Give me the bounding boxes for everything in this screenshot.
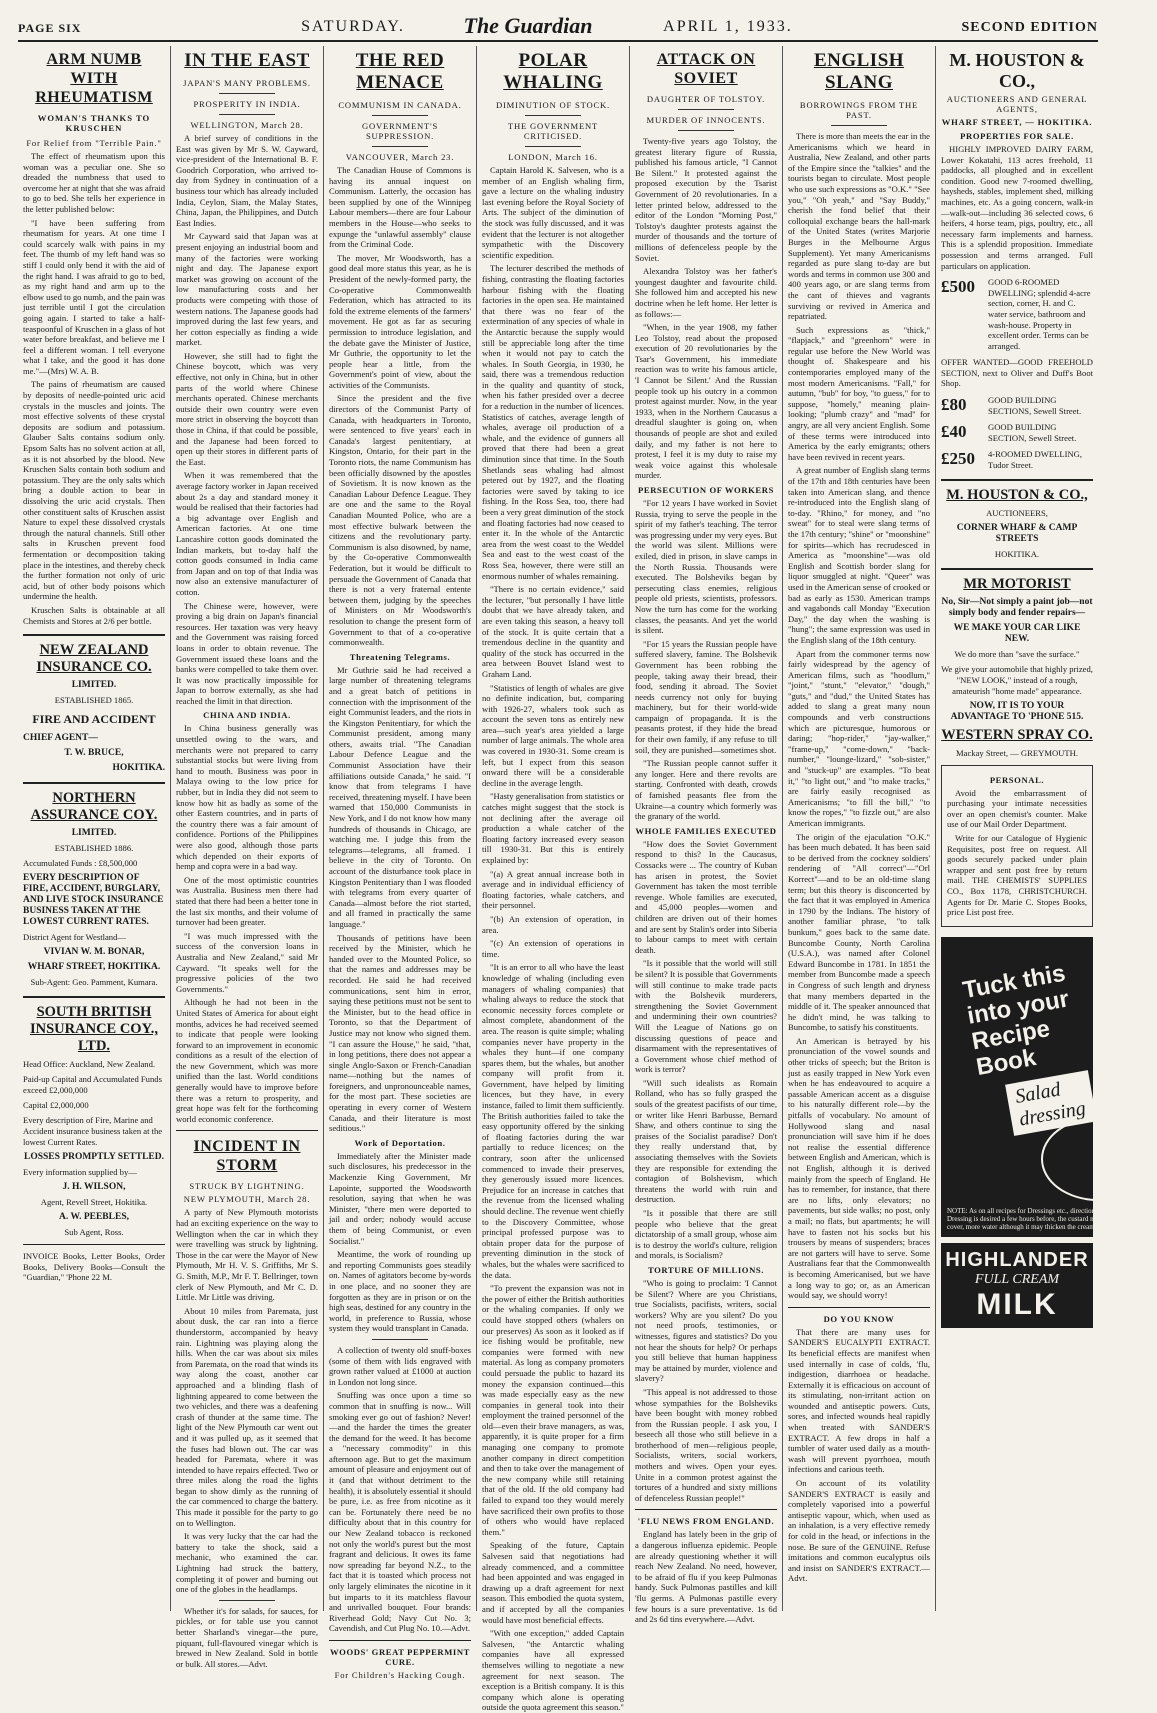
article-paragraph: "How does the Soviet Government respond to this? In the Caucasus, Cossacks were ... The country of Kuban has arisen in protest, the Soviet Government has taken the most terrible revenge. Whole families are executed, and 45,000 peoples—women and children are driven out of their homes and are sent by Stalin's order into Siberia to labour camps to meet with certain death.	[635, 838, 777, 955]
article-paragraph: "It is an error to all who have the least knowledge of whaling (including even managers of whaling companies) that whaling always to reduce the stock that economic necessity forces complete or almost complete, abandonment of the area. The reason is quite simple; whaling companies never have property in the whales they hunt—if one company spares them, but the whales, but another company will profit from it. Government, have helped by limiting licences, but they have, in every instance, failed to limit them sufficiently. The British authorities failed to take the easy opportunity offered by the sinking of floating factories during the war partially to reduce licences; on the contrary, soon after the unlicensed commenced to invade their preserves, they generously issued more licences. Prejudice for an increase in catches that the revenue from the licensed whaling should decline. The revenue went chiefly to the Discovery Committee, whose principal professed purpose was to obtain proper data for the purpose of preventing diminution in the stock of whales, but the whales were sacrificed to the data.	[482, 962, 624, 1280]
ad-line: ESTABLISHED 1865.	[54, 695, 134, 706]
article-paragraph: "Hasty generalisation from statistics or catches might suggest that the stock is not declining after the average oil production a whale catcher of the floating factory increased every season till 1930-31. But this is entirely explained by:	[482, 791, 624, 865]
article-paragraph: "(c) An extension of operations in time.	[482, 938, 624, 959]
article-paragraph: "For 12 years I have worked in Soviet Russia, trying to serve the people in the spirit of my father's teaching. The terror was progressing under my very eyes. But the world was silent. Millions were exiled, died in prison, in slave camps in the North Russia. Thousands were executed. The Bolsheviks began by persecuting class enemies, religious people old priests, scientists, professors. Now the turn has come for the working classes, the peasants. And yet the world is silent.	[635, 498, 778, 636]
article-paragraph: "When, in the year 1908, my father Leo Tolstoy, read about the proposed execution of 20 revolutionaries by the Tsar's Government, his immediate reaction was to write his famous article, 'I Cannot be Silent.' And the Russian people took up his outcry in a common protest against murder. Now, in the year 1933, when in the Northern Caucasus a dreadful slaughter is going on, when thousands of people are shot and exiled daily, and my father is not here to protest, I feel it is my duty to raise my weak voice against this wholesale murder.	[635, 322, 777, 481]
edition-label: SECOND EDITION	[961, 20, 1098, 35]
ad-line: Every description of Fire, Marine and Accident insurance business taken at the lowest Current Rates.	[23, 1115, 163, 1148]
ad-line: EVERY DESCRIPTION OF FIRE, ACCIDENT, BURGLARY, AND LIVE STOCK INSURANCE BUSINESS TAKEN AT THE LOWEST CURRENT RATES.	[23, 873, 164, 928]
column-6	[783, 46, 936, 1611]
property-listing	[941, 395, 1093, 416]
divider	[219, 93, 276, 94]
ad-line: For Children's Hacking Cough.	[334, 1669, 466, 1680]
article-paragraph: An American is betrayed by his pronunciation of the vowel sounds and other tricks of speech; but the Briton is just as easily trapped in New York even when he has endeavoured to acquire a passable American accent as a disguise to his naturally different role—by the pitfalls of vocabulary. No amount of Hollywood slang and nasal pronunciation will save him if he does not realise the essential difference between English and American, which is not English, although it is derived mainly from the speech of England. He has to remember, for instance, that there are no lifts, only elevators; no pavements, but side walks; no post, only a mail; no flats, but apartments; he will have to fasten not his socks but his trousers by means of suspenders; braces are not garters will have to serve. Some Australians fear that the Commonwealth is becoming Americanised, but we have a long way to go; or, as an American would say, we should worry!	[788, 1035, 930, 1301]
ad-nz-insurance	[23, 634, 165, 774]
ad-line: Accumulated Funds : £8,500,000	[23, 858, 138, 869]
divider	[372, 146, 429, 147]
highlander-milk-brand	[941, 1243, 1093, 1328]
article-paragraph: "(a) A great annual increase both in average and in individual efficiency of floating factories, whale catchers, and their personnel.	[482, 868, 624, 911]
article-paragraph: One of the most optimistic countries was Australia. Business men there had stated that there had been a better tone in the last six months, and their volume of turnover had been greater.	[176, 874, 318, 928]
plate-icon	[1041, 1117, 1155, 1201]
divider	[678, 109, 735, 110]
ad-line: LIMITED.	[71, 828, 117, 839]
headline-rheumatism: ARM NUMB WITH RHEUMATISM	[35, 51, 153, 106]
ad-line: We give your automobile that highly prized, "NEW LOOK," instead of a rough, amateurish "home made" appearance.	[941, 663, 1093, 696]
ad-line: WHARF STREET, HOKITIKA.	[27, 962, 161, 973]
article-paragraph: Kruschen Salts is obtainable at all Chemists and Stores at 2/6 per bottle.	[23, 604, 165, 626]
ad-line: CORNER WHARF & CAMP STREETS	[956, 522, 1078, 544]
article-paragraph: Mr Cayward said that Japan was at present enjoying an industrial boom and many of the factories were working night and day. The Japanese export market was growing on account of the low manufacturing costs and her products were competing with those of western nations. The Japanese goods had improved during the last few years, and her cotton especially as finding a wide market.	[176, 231, 318, 348]
subhead: DIMINUTION OF STOCK.	[496, 100, 610, 110]
ad-line: LIMITED.	[71, 680, 117, 691]
advert-paragraph: That there are many uses for SANDER'S EUCALYPTI EXTRACT. Its beneficial effects are manifest when used internally in case of colds, 'flu, indigestion, diarrhoea or headache. Externally it is efficacious on account of its stimulating, non-irritant action on wounded and antiseptic powers. Cuts, sores, and infected wounds heal rapidly when treated with SANDER'S EXTRACT. A few drops in half a tumbler of water used daily as a mouth-wash will prevent pyorrhoea, mouth infections and carious teeth.	[788, 1326, 930, 1475]
article-paragraph: Since the president and the five directors of the Communist Party of Canada, with headquarters in Toronto, were sentenced to five years' each in Canada's largest penitentiary, at Kingston, Ontario, for their part in the Toronto riots, the name Communism has been officially disowned by the apostles of Sovietism. It is now known as the Canadian Labour Defence League. They are one and the same to the Royal Canadian Mounted Police, who are a most effective bulwark between the citizens and the revolutionary party. Communism is also disowned, by name, by the Co-operative Commonwealth Federation, but it would be difficult to persuade the Government of Canada that there is not a very fraternal entente between them, judging by the speeches of Ministers on Mr Woodsworth's resolution to change the present form of Government to that of a co-operative commonwealth.	[329, 393, 471, 648]
price: £500	[941, 277, 975, 297]
ad-line: T. W. BRUCE,	[64, 748, 124, 759]
article-paragraph: Alexandra Tolstoy was her father's youngest daughter and favourite child. She followed him and accepted his new doctrine when he left home. Her letter is as follows:—	[635, 266, 777, 319]
article-paragraph: A party of New Plymouth motorists had an exciting experience on the way to Wellington when the car in which they were travelling was struck by lightning. Those in the car were the Mayor of New Plymouth, Mr H. V. S. Griffiths, Mr S. G. Smith, M.P., Mr F. T. Bellringer, town clerk of New Plymouth, and Mr C. D. Little. Mr Little was driving.	[176, 1207, 318, 1303]
brand-sub: FULL CREAM	[974, 1271, 1060, 1287]
ad-line: NOW, IT IS TO YOUR ADVANTAGE TO 'PHONE 515.	[950, 700, 1084, 722]
article-paragraph: A great number of English slang terms of the 17th and 18th centuries have been taken into American slang, and thence re-introduced into the English slang of to-day. "Rhino," for money, and "no sweat" for to steal were slang terms of the 17th century; "shine" or "moonshine" for spirits—which has recrudesced in America as "moonshine"—was old English and Scottish border slang for liquor smuggled at night. "Queer" was used in the American sense of crooked or bad as early as 1530. American tramps and vagabonds call Monday "Execution Day," the day when the washing is "hung"; the same expression was used in the English slang of the 18th century.	[788, 465, 930, 645]
divider	[635, 1509, 777, 1510]
article-paragraph: Thousands of petitions have been received by the Minister, which he handed over to the Mounted Police, so that the names and addresses may be recorded. He said he had received communications, sent him in error, saying these petitions must not be sent to the Minister, but to the head office in Toronto, so that the Department of Justice may not know who signed them. "I can assure the House," he said, "that, in long petitions, there does not appear a single Anglo-Saxon or French-Canadian name—nothing but the names of foreigners, and unpronounceable names, for the most part. These societies are operating in every corner of Western Canada, and their literature is most seditious."	[329, 932, 471, 1134]
ad-title: MR MOTORIST	[963, 575, 1071, 592]
headline-incident-in-storm: INCIDENT IN STORM	[193, 1138, 301, 1175]
column-3	[324, 46, 477, 1680]
ad-line: J. H. WILSON,	[62, 1182, 126, 1193]
divider	[176, 1130, 318, 1131]
brand-name: HIGHLANDER	[945, 1248, 1089, 1271]
ad-paragraph: Avoid the embarrassment of purchasing your intimate necessities over an open chemist's counter. Make use of our Mail Order Department.	[947, 787, 1087, 830]
ad-line: No, Sir—Not simply a paint job—not simply body and fender repairs—	[941, 596, 1093, 618]
divider	[219, 1600, 276, 1601]
ad-title: M. HOUSTON & CO.,	[946, 486, 1088, 503]
ad-line: HOKITIKA.	[994, 548, 1040, 559]
column-7	[936, 46, 1155, 1611]
property-description: 4-ROOMED DWELLING, Tudor Street.	[988, 449, 1083, 471]
divider	[329, 1640, 471, 1641]
headline-english-slang: ENGLISH SLANG	[813, 50, 905, 93]
ad-line: WHARF STREET, — HOKITIKA.	[941, 117, 1093, 127]
ad-title: NEW ZEALAND INSURANCE CO.	[36, 642, 152, 676]
subhead: GOVERNMENT'S SUPPRESSION.	[361, 121, 439, 141]
column-1	[18, 46, 171, 1611]
column-2	[171, 46, 324, 1669]
article-paragraph: "The Russian people cannot suffer it any longer. Here and there revolts are starting. Confronted with death, crowds of famished peasants flee from the Ukraine—a country which formerly was the granary of the world.	[635, 758, 777, 822]
newspaper-title: The Guardian	[463, 13, 593, 38]
page-number: PAGE SIX	[18, 21, 82, 35]
ad-houston-auctioneers	[941, 479, 1093, 560]
ad-line: Agent, Revell Street, Hokitika.	[40, 1197, 148, 1208]
article-paragraph: "Is it possible that the world will still be silent? It is possible that Governments will still continue to make trade pacts with the Bolshevik murderers, strengthening the Soviet Government and undermining their own countries? Will the League of Nations go on discussing questions of peace and disarmament with the representatives of a Government whose chief method of work is terror?	[635, 958, 777, 1075]
article-paragraph: The lecturer described the methods of fishing, contrasting the floating factories harbour fishing with the floating factories in the open sea. He maintained that there was no fear of the extermination of any species of whale in the Antarctic because the supply would still be appreciable long after the time when it would not pay to catch the whales. In South Georgia, in 1930, he said, there was a tremendous reduction in the quality and quantity of stock, when his father presided over a decree for a reduction in the number of licences. Statistics of catches, average length of whales, average oil production of a whale, and the evidence of gunners all proved that there had been a great diminution since that time. In the South Shetlands seas whaling had almost petered out by 1927, and the floating factories were saved by taking to ice fishing. In the Ross Sea, too, there had been a very great diminution of the stock and floating factories had now ceased to enter it. In the whole of the Antarctic area from the west coast to the Weddel Sea and east to the west coast of the Ross Sea, however, there were still an enormous number of whales remaining.	[482, 263, 624, 581]
subhead: JAPAN'S MANY PROBLEMS.	[183, 78, 311, 88]
ad-line: WE MAKE YOUR CAR LIKE NEW.	[953, 622, 1081, 644]
article-paragraph: Apart from the commoner terms now fairly widespread by the agency of American films, such as "hoodlum," "joint," "stunt," "elevator," "dough," "guts," and "dud," the United States has added to slang a great many noun compounds and verb constructions which are picturesque, humorous or daring; "hop-rider," "jay-walker," "frame-up," "come-down," "back-number," "lounge-lizard," "sob-sister," and "stuck-up" are examples. "To beat it," "to light out," and "to make tracks," are fairly easily recognised as Americanisms; "to fill the bill," "to know the ropes," "to fizzle out," are also American immigrants.	[788, 648, 930, 828]
article-paragraph: "I have been suffering from rheumatism for years. At one time I could scarcely walk with pains in my feet. The thumb of my left hand was so stiff I could only bend it with the aid of the right hand. I was afraid to go to bed, as my right hand and arm up to the elbow used to go numb, and the pain was just terrible until I got the circulation going again. I started to take a half-teaspoonful of Kruschen in a glass of hot water before breakfast, and believe me I feel a different woman. I tell everyone what I take, and the good it has done me."—(Mrs) W. A. B.	[23, 217, 166, 376]
article-paragraph: "(b) An extension of operation, in area.	[482, 913, 624, 935]
article-paragraph: The Chinese were, however, were proving a big drain on Japan's financial resources. Her taxation was very heavy and the Government was raising forced loans in order to obtain revenue. The Government issued these loans and the banks were compelled to take them over. It was now practically impossible for Japan to borrow externally, as she had reached the limit in that direction.	[176, 600, 318, 706]
ad-line: HOKITIKA.	[112, 763, 165, 774]
divider	[372, 115, 429, 116]
ad-paragraph: OFFER WANTED—GOOD FREEHOLD SECTION, next to Oliver and Duff's Boot Shop.	[941, 357, 1093, 389]
column-4	[477, 46, 630, 1713]
ad-line: Capital £2,000,000	[23, 1100, 89, 1111]
article-paragraph: About 10 miles from Paremata, just about dusk, the car ran into a fierce thunderstorm, accompanied by heavy rain. Lightning was playing along the hills. When the car was about six miles from Paremata, on the road that winds its way along the coast, another car approached and a blinding flash of lightning appeared to come between the two vehicles, and there was a deafening crash of thunder at the same time. The light of the New Plymouth car went out and it was pulled up, as it seemed that the fuses had blown out. The car was headed for Paremata, where it was intended to have repairs effected. Two or three miles along the road the lights began to show dimly as the running of the car commenced to charge the battery. This made it possible for the party to go on to Wellington.	[176, 1305, 318, 1528]
ad-title: PERSONAL.	[989, 774, 1045, 785]
section-subhead: Work of Deportation.	[354, 1137, 446, 1148]
ad-line: Mackay Street, — GREYMOUTH.	[956, 747, 1078, 758]
ad-title: NORTHERN ASSURANCE COY.	[30, 790, 158, 824]
ad-line: CHIEF AGENT—	[23, 733, 98, 744]
divider	[678, 130, 735, 131]
ad-line: A. W. PEEBLES,	[59, 1212, 129, 1223]
section-subhead: CHINA AND INDIA.	[203, 710, 291, 721]
article-paragraph: Mr Guthrie said he had received a large number of threatening telegrams and a great batch of petitions in connection with the imprisonment of the eight Communist leaders, and the riots in the Kingston Penitentiary, for which the Communist president, among many others, awaits trial. "The Canadian Labour Defence League and the Communist Association have their affiliations outside Canada," he said. "I know that from telegrams I have received, threatening myself. I have been warned that 150,000 Communists in New York, and I do not know how many hundreds of thousands in Chicago, are watching me. I judge this from the telegrams—telegrams, all framed. I believe in the city of Toronto. On account of the disturbance took place in Kingston Penitentiary than I was flooded with telegrams from every quarter of Canada—almost before the riot started, and all framed in practically the same language."	[329, 664, 471, 929]
ad-paragraph: HIGHLY IMPROVED DAIRY FARM, Lower Kokatahi, 113 acres freehold, 11 paddocks, all ploughed and in excellent condition. Good new 7-roomed dwelling, haysheds, stables, implement shed, milking machines, etc. As a going concern, walk-in—walk-out—including 36 selected cows, 6 heifers, 4 horse team, pigs, poultry, etc., all necessary farm implements and harness. This is a splendid proposition. Immediate possession and terms arranged. Full particulars on application.	[941, 144, 1093, 271]
divider	[372, 1339, 429, 1340]
ad-line: AUCTIONEERS AND GENERAL AGENTS,	[946, 94, 1088, 114]
issue-day: SATURDAY.	[301, 18, 405, 35]
property-listing	[941, 422, 1093, 443]
subhead: DAUGHTER OF TOLSTOY.	[646, 94, 766, 104]
ad-line: AUCTIONEERS,	[986, 507, 1048, 518]
ad-line: ESTABLISHED 1886.	[54, 843, 134, 854]
divider	[525, 115, 582, 116]
section-subhead: WHOLE FAMILIES EXECUTED	[635, 825, 777, 836]
article-paragraph: "With one exception," added Captain Salvesen, "the Antarctic whaling companies have all expressed themselves willing to negotiate a new agreement for next season. The exception is a British company. It is this company which alone is operating outside the quota agreement this season."	[482, 1628, 624, 1713]
headline-do-you-know: DO YOU KNOW	[823, 1313, 895, 1324]
headline-red-menace: THE RED MENACE	[355, 50, 445, 93]
advert-paragraph: England has lately been in the grip of a dangerous influenza epidemic. People are already questioning whether it will reach New Zealand. No need, however, to be afraid of flu if you keep Pulmonas handy. Suck Pulmonas pastilles and kill 'flu germs. A Pulmonas pastille every few hours is a sure preventative. 1s 6d and 2s 6d tins everywhere.—Advt.	[635, 1529, 777, 1625]
divider	[525, 146, 582, 147]
article-paragraph: The mover, Mr Woodsworth, has a good deal more status this year, as he is President of the newly-formed party, the Co-operative Commonwealth Federation, which has attracted to its fold the extreme elements of the farmers' movement. He got as far as securing permission to introduce legislation, and the debate gave the Minister of Justice, Mr Guthrie, the opportunity to let the people hear a little, from the Government's point of view, about the activities of the Communists.	[329, 252, 471, 390]
ad-line: Head Office: Auckland, New Zealand.	[23, 1059, 156, 1070]
article-paragraph: "To prevent the expansion was not in the power of either the British authorities or the whaling companies. If only we could have stopped others (whalers on our preserves) As soon as it looked as if ice fishing would be profitable, new companies were formed with new material. As long as company promoters could persuade the public to hazard its money the expansion continued—this was made especially easy as the new companies in general took into their employment the trained personnel of the old—even their brave managers, as was, apparently, it is quite proper for a firm managing one company to promote another company in direct competition and then to take over the management of the new company while still retaining that of the old. If the old company had failed to expand too they would merely have sacrificed their own profits to those of others who would have replaced them."	[482, 1283, 624, 1537]
article-paragraph: "There is no certain evidence," said the lecturer, "but personally I have little doubt that we have already taken, and are even taking this season, a heavy toll of the stock. It is quite certain that a tremendous decline in the quantity and quality of the stock has occurred in the area between Bouvet Island west to Graham Land.	[482, 584, 624, 679]
recipe-book-advert-illustration	[941, 937, 1155, 1237]
ad-line: Sub Agent, Ross.	[64, 1227, 124, 1238]
recipe-headline: Tuck this into your Recipe Book	[960, 959, 1072, 1081]
ad-line: We do more than "save the surface."	[954, 648, 1080, 659]
subhead: STRUCK BY LIGHTNING.	[189, 1181, 305, 1192]
article-paragraph: Such expressions as "thick," "flapjack," and "greenhorn" were in regular use before the New World was thought of. Shakespeare and his contemporaries employed many of the most modern Americanisms. "Fall," for autumn, "bub" for boy, "to guess," for to suppose, "homely," meaning plain-looking; "plumb crazy" and "mad" for angry, are all very ancient English. Some of these terms were introduced into America by the early emigrants; others have been revived in recent years.	[788, 324, 930, 462]
article-paragraph: "Is it possible that there are still people who believe that the great dictatorship of a small group, whose aim is to destroy the world's culture, religion and morals, is Socialism?	[635, 1208, 777, 1261]
article-paragraph: It was very lucky that the car had the battery to take the shock, said a mechanic, who examined the car. Lightning had struck the battery, completing it of power and burning out one of the globes in the headlamps.	[176, 1531, 318, 1595]
article-paragraph: "Statistics of length of whales are give no definite indication, but, comparing with 1926-27, whalers took such as account the seven tons as entirely new area—such year's area yielded a large number of large animals. The whole area was covered in 1930-31. Some cream is left, but I expect from this season onward there will be a considerable decline in the average length.	[482, 682, 624, 788]
advert-paragraph: On account of its volatility SANDER'S EXTRACT is easily and completely vaporised into a powerful antiseptic vapour, which, when used as an inhalation, is a very effective remedy for cold in the head, or infections in the nose. Be sure of the GENUINE. Refuse imitations and common eucalyptus oils and insist on SANDER'S EXTRACT.—Advt.	[788, 1478, 930, 1584]
column-5	[630, 46, 783, 1625]
ad-line: District Agent for Westland—	[23, 932, 126, 943]
property-listing	[941, 449, 1093, 470]
dateline: VANCOUVER, March 23.	[345, 152, 455, 162]
article-paragraph: "Who is going to proclaim: 'I Cannot be Silent'? Where are you Christians, true Socialists, pacifists, writers, social workers? Why are you silent? Do you not need proofs, testimonies, or witnesses, figures and statistics? Do you not hear the shouts for help? Or perhaps you still believe that human happiness may be attained by murder, violence and slavery?	[635, 1277, 777, 1384]
section-subhead: PERSECUTION OF WORKERS	[638, 485, 774, 495]
section-subhead: TORTURE OF MILLIONS.	[647, 1264, 765, 1275]
divider	[219, 114, 276, 115]
headline-polar-whaling: POLAR WHALING	[503, 50, 603, 93]
ad-line: Every information supplied by—	[23, 1167, 137, 1178]
article-paragraph: Captain Harold K. Salvesen, who is a member of an English whaling firm, gave a lecture on the whaling industry last evening before the Royal Society of Arts. The subject of the diminution of the stock was fully discussed, and it was evident that the lecturer is not altogether sympathetic with the Discovery scientific expedition.	[482, 165, 624, 260]
subhead: MURDER OF INNOCENTS.	[646, 115, 766, 125]
subhead: WOMAN'S THANKS TO KRUSCHEN	[37, 113, 151, 133]
property-description: GOOD 6-ROOMED DWELLING; splendid 4-acre section, corner, H. and C. water service, bathroom and wash-house. Property in excellent order. Terms can be arranged.	[988, 277, 1091, 351]
ad-line: PROPERTIES FOR SALE.	[960, 131, 1074, 141]
article-paragraph: The pains of rheumatism are caused by deposits of needle-pointed uric acid crystals in the muscles and joints. The most effective solvents of these crystal deposits are sodium and potassium. Glauber Salts contains sodium only. Epsom Salts has no solvent action at all, as it is not absorbed by the blood. New Kruschen Salts contain both sodium and potassium. They are the only salts which bring a double action to bear in dissolving the uric acid crystals. Then other constituent salts of Kruschen assist Nature to expel these dissolved crystals through the natural channels. Still other salts in Kruschen prevent food fermentation or decomposition taking place in the intestines, and thereby check the further formation not only of uric acid, but of other body poisons which undermine the health.	[23, 379, 165, 602]
article-paragraph: "For 15 years the Russian people have suffered slavery, famine. The Bolshevik Government has been robbing the people, taking away their bread, their food, sending it abroad. The Soviet needs currency not only for buying machinery, but for their world-wide campaign of propaganda. It is the peasants protest, if they hide the bread for their own family, if any refuse to till soil, they are punished—sometimes shot.	[635, 638, 777, 755]
recipe-note: NOTE: As on all recipes for Dressings etc., directions must be used. If the Dressing is desired a few hours before, the custard must be used; if we cover, more water although it may thicken the cream.	[947, 1206, 1155, 1231]
ad-paragraph: Write for our Catalogue of Hygienic Requisites, post free on request. All goods securely packed under plain wrapper and sent post free by return mail. THE CHEMISTS' SUPPLIES CO., Box 1178, CHRISTCHURCH. Agents for Dr. Marie C. Stopes Books, price List post free.	[947, 833, 1087, 918]
ad-line: FIRE AND ACCIDENT	[32, 712, 156, 727]
masthead	[18, 10, 1098, 42]
ad-title: SOUTH BRITISH INSURANCE COY., LTD.	[30, 1004, 158, 1055]
property-description: GOOD BUILDING SECTION, Sewell Street.	[988, 422, 1077, 443]
article-paragraph: There is more than meets the ear in the Americanisms which we heard in Australia, New Zealand, and other parts of the Empire since the "talkies" and the tourists began to circulate. Most people who use such expressions as "O.K." "See you," "Oh yeah," and "Say Buddy," cherish the fond belief that their colloquial exchange bears the hall-mark of the United States (writes Marjorie Burges in the Melbourne Argus Supplement). Yet many Americanisms regarded as pure slang to-day are but words and terms in common use 300 and 400 years ago, or are slang terms from the cant of thieves and vagrants surviving or revived in America and repatriated.	[788, 131, 930, 322]
article-paragraph: "Will such idealists as Romain Rolland, who has so fully grasped the souls of the greatest pacifists of our time, or writer like Henri Barbusse, Bernard Shaw, and others continue to sing the praises of the Socialist paradise? Don't they really understand that, by associating themselves with the Soviets they are responsible for extending the contagion of Bolshevism, which threatens the world with ruin and destruction.	[635, 1077, 777, 1205]
recipe-subtitle: Salad dressing	[1005, 1070, 1097, 1136]
ad-south-british	[23, 996, 165, 1283]
article-paragraph: Although he had not been in the United States of America for about eight months, advices he had received seemed to indicate that people were looking forward to an improvement in economic conditions as a result of the election of the new Government, which was more unified than the last. World conditions generally would have to improve before there was a return to prosperity, and great hope was felt for the forthcoming world economic conference.	[176, 997, 318, 1124]
property-listing	[941, 277, 1093, 351]
ad-line: Paid-up Capital and Accumulated Funds exceed £2,000,000	[23, 1074, 162, 1096]
headline-attack-on-soviet: ATTACK ON SOVIET	[656, 51, 756, 87]
advert-paragraph: Whether it's for salads, for sauces, for pickles, or for table use you cannot better Sharland's vinegar—the pure, piquant, full-flavoured vinegar which is brewed in New Zealand. Sold in bottle or bulk. All stores.—Advt.	[176, 1605, 318, 1669]
ad-line: Sub-Agent: Geo. Pamment, Kumara.	[30, 977, 158, 988]
article-paragraph: "I was much impressed with the success of the conversion loans in Australia and New Zealand," said Mr Cayward. "It speaks well for the progressive policies of the two Governments."	[176, 930, 318, 994]
dateline: WELLINGTON, March 28.	[190, 120, 304, 130]
article-paragraph: Meantime, the work of rounding up and reporting Communists goes steadily on. Names of agitators become by-words in one place, and no sooner they are forgotten as they are in prison or on the high seas, destined for any country in the world, in preference to Russia, whose system they would transplant in Canada.	[329, 1249, 471, 1334]
advert-paragraph: Snuffing was once upon a time so common that in snuffing is now... Will smoking ever go out of fashion? Never!—and the harder the times the greater the demand for the weed. It has become a "necessary commodity" in this afternoon age. But to get the maximum amount of pleasure and enjoyment out of it (and that without detriment to the health), it is absolutely essential it should be pure, i.e. as free from nicotine as it can be. Fortunately there need be no difficulty about that in this country for our New Zealand tobacco is reckoned not only the world's purest but the most fragrant and delicious. It owes its fame now spreading far beyond N.Z., to the fact that it is toasted which process not only largely eliminates the nicotine in it but imparts to it its matchless flavour and unrivalled bouquet. Four brands: Riverhead Gold; Navy Cut No. 3; Cavendish, and Cut Plug No. 10.—Advt.	[329, 1390, 472, 1634]
dateline: NEW PLYMOUTH, March 28.	[183, 1194, 311, 1205]
section-subhead: Threatening Telegrams.	[349, 651, 451, 662]
property-description: GOOD BUILDING SECTIONS, Sewell Street.	[988, 395, 1082, 416]
article-paragraph: A brief survey of conditions in the East was given by Mr S. W. Cayward, vice-president of the International B. F. Goodrich Corporation, who arrived to-day from Sydney in continuation of a business tour which has already included India, Ceylon, Siam, the Malay States, China, Japan, the Philippines, and Dutch East Indies.	[176, 133, 318, 228]
dateline: LONDON, March 16.	[508, 152, 598, 162]
article-paragraph: The effect of rheumatism upon this woman was a peculiar one. She so dreaded the numbness that used to overcome her at night that she was afraid to go to bed. She tells her experience in the letter published below:	[23, 151, 165, 214]
issue-date: APRIL 1, 1933.	[663, 18, 793, 35]
brand-product: MILK	[976, 1287, 1058, 1321]
ad-line: LOSSES PROMPTLY SETTLED.	[24, 1152, 164, 1163]
ad-mr-motorist	[941, 568, 1093, 759]
divider	[788, 1307, 930, 1308]
headline-in-the-east: IN THE EAST	[184, 50, 310, 71]
divider	[23, 1244, 165, 1245]
article-paragraph: When it was remembered that the average factory worker in Japan received about 2s a day and standard money it would be realised that their factories had a big advantage over English and American factories. At one time Lancashire cotton goods dominated the Indian markets, but to-day half the cotton goods consumed in India came from Japan and on top of that India was now also an extensive manufacturer of cotton.	[176, 470, 318, 597]
ad-invoice-books: INVOICE Books, Letter Books, Order Books, Delivery Books—Consult the "Guardian," 'Phone 22 M.	[23, 1251, 165, 1283]
article-paragraph: The Canadian House of Commons is having its annual inquest on Communism. Latterly, the occasion has been supplied by one of the Winnipeg Labour members—there are four Labour members in the House—who seeks to expunge the "unlawful assembly" clause from the Criminal Code.	[329, 165, 471, 250]
ad-northern-assurance	[23, 782, 165, 988]
ad-title: M. HOUSTON & CO.,	[949, 50, 1085, 91]
article-paragraph: In China business generally was unsettled owing to the wars, and merchants were not prepared to carry substantial stocks but were living from hand to mouth. Business was poor in Malaya owing to the low price for rubber, but in India they did not seem to know how hit as badly as some of the other Eastern countries, and in parts of the country there was a fair amount of confidence. Portions of the Philippines were also good, although those parts which depended on their exports of hemp and copra were in a bad way.	[176, 723, 318, 872]
article-paragraph: "This appeal is not addressed to those whose sympathies for the Bolsheviks have been bought with money robbed from the Russian people. I ask you, I beseech all those who still believe in a brotherhood of men—religious people, Socialists, writers, social workers, mothers and wives. Open your eyes. Unite in a common protest against the tortures of a hundred and sixty millions of defenceless Russian people!"	[635, 1386, 777, 1503]
article-paragraph: However, she still had to fight the Chinese boycott, which was very effective, not only in China, but in other parts of the world where Chinese merchants operated. Chinese merchants outside their own country were even more strict in observing the boycott than those in China, if that could be possible, and the Japanese had been forced to open up their stores in different parts of the East.	[176, 350, 318, 467]
subhead: COMMUNISM IN CANADA.	[338, 100, 462, 110]
ad-line: VIVIAN W. M. BONAR,	[43, 947, 145, 958]
headline-flu-news: 'FLU NEWS FROM ENGLAND.	[637, 1516, 775, 1527]
price: £250	[941, 449, 975, 469]
ad-title: WESTERN SPRAY CO.	[941, 726, 1093, 743]
subhead: THE GOVERNMENT CRITICISED.	[507, 121, 599, 141]
subhead: PROSPERITY IN INDIA.	[193, 99, 301, 109]
article-paragraph: Twenty-five years ago Tolstoy, the greatest literary figure of Russia, published his famous article, "I Cannot Be Silent." It protested against the proposed execution by the Tsarist Government of 20 revolutionaries. In a letter printed below, addressed to the editor of the London "Morning Post," Tolstoy's daughter protests against the murder of thousands and the torture of millions of defenceless people by the Soviet.	[635, 136, 777, 263]
price: £40	[941, 422, 967, 442]
subhead: For Relief from "Terrible Pain."	[26, 138, 162, 148]
article-paragraph: Immediately after the Minister made such disclosures, his predecessor in the Mackenzie King Government, Mr Lapointe, supported the Woodsworth resolution, saying that when he was Minister, "there men were deported to jail and order; nobody would accuse them of being Communist, or even Socialist."	[329, 1150, 471, 1246]
subhead: BORROWINGS FROM THE PAST.	[799, 100, 919, 120]
article-paragraph: The origin of the ejaculation "O.K." has been much debated. It has been said to be derived from the cockney soldiers' rendering of "All correct"—"Orl Korrect"—and to be an old-time slang term; but this theory is disconcerted by the fact that it was employed in America in 1790 by the Indians. The history of another familiar phrase, "to talk bunkum," goes back to the same date. Buncombe County, North Carolina (U.S.A.), was named after Colonel Edward Buncombe in 1781. In 1851 the member from Buncombe made a speech in Congress of such length and dryness that many members departed in the middle of it. The speaker announced that he didn't mind, he was talking to Buncombe, to satisfy his constituents.	[788, 831, 930, 1033]
ad-personal	[941, 765, 1093, 927]
divider	[831, 125, 888, 126]
price: £80	[941, 395, 967, 415]
article-paragraph: A collection of twenty old snuff-boxes (some of them with lids engraved with grown rather valued at £1000 at auction in London not long since.	[329, 1344, 471, 1387]
ad-peppermint-cure: WOODS' GREAT PEPPERMINT CURE.	[329, 1646, 470, 1667]
article-paragraph: Speaking of the future, Captain Salvesen said that negotiations had already commenced, and a committee had been appointed and was engaged in drawing up a draft agreement for next season. This embodied the quota system, and if accepted by all the companies would have most beneficial effects.	[482, 1540, 624, 1625]
